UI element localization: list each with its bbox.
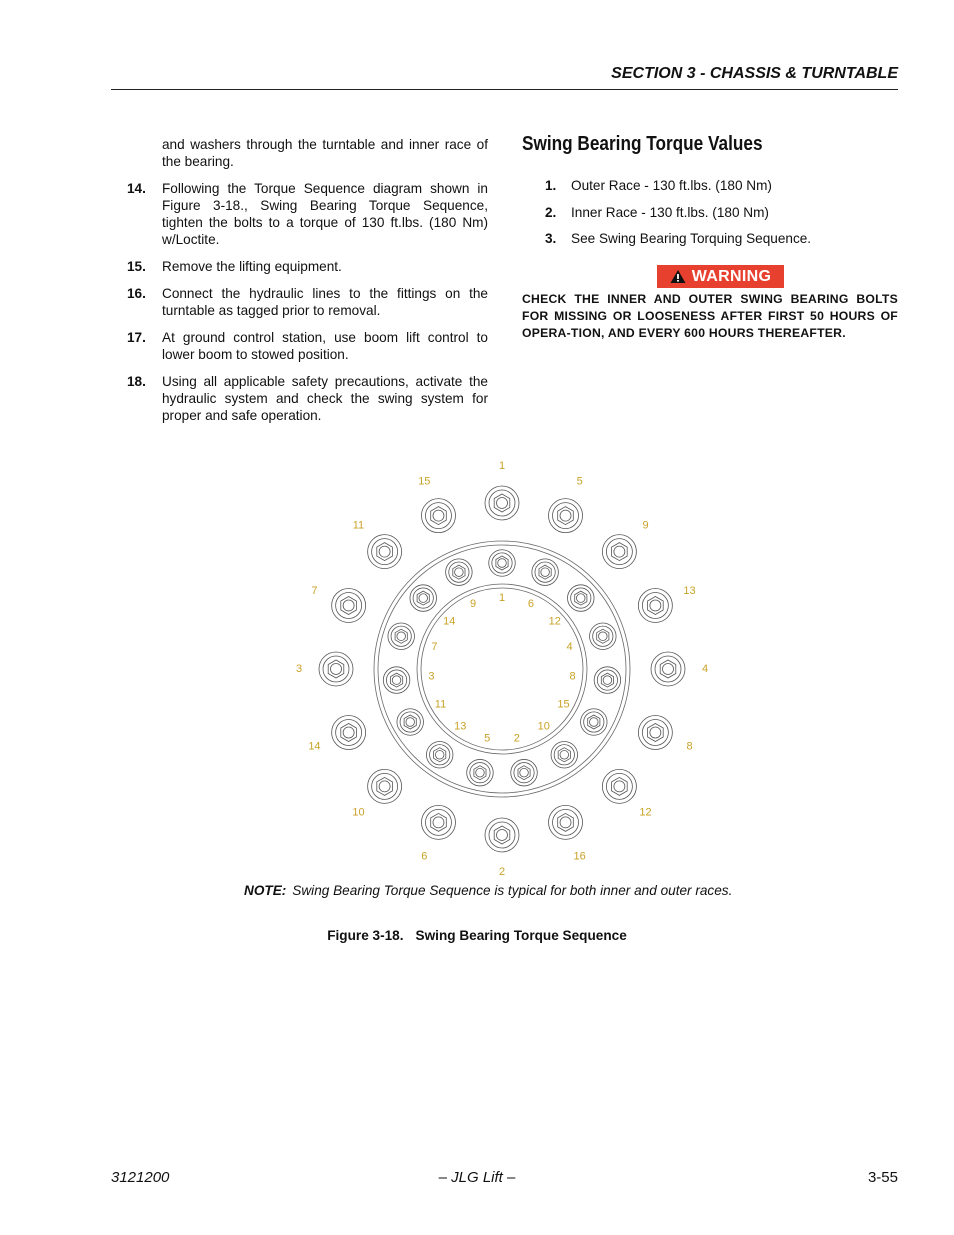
step-number: 14.: [127, 181, 146, 196]
item-number: 2.: [545, 204, 557, 220]
section-title: SECTION 3 - CHASSIS & TURNTABLE: [611, 65, 898, 82]
torque-item-1: [545, 177, 895, 194]
caption-number: Figure 3-18.: [327, 928, 404, 943]
outer-bolt: [421, 805, 455, 839]
inner-sequence-label: 14: [443, 615, 456, 628]
inner-bolt: [410, 585, 437, 612]
outer-bolt: [602, 769, 636, 803]
step-number: 18.: [127, 374, 146, 389]
note-text: Swing Bearing Torque Sequence is typical for both inner and outer races.: [292, 883, 733, 898]
outer-sequence-label: 5: [576, 475, 583, 488]
item-number: 1.: [545, 178, 557, 193]
outer-bolt: [485, 486, 519, 520]
doc-number: 3121200: [111, 1169, 170, 1186]
step-text: Connect the hydraulic lines to the fittings on the turntable as tagged prior to removal.: [162, 286, 488, 318]
inner-sequence-label: 5: [484, 732, 491, 745]
step-number: 17.: [127, 330, 146, 345]
outer-sequence-label: 6: [421, 850, 428, 863]
outer-sequence-label: 16: [573, 850, 586, 863]
inner-bolt: [551, 741, 578, 768]
header-rule: [111, 89, 898, 90]
inner-bolt: [383, 667, 410, 694]
outer-race-ring: [374, 541, 630, 797]
inner-race-ring: [417, 584, 587, 754]
outer-bolt: [485, 818, 519, 852]
inner-sequence-label: 7: [431, 640, 438, 653]
inner-bolt: [511, 759, 538, 786]
inner-sequence-label: 12: [548, 615, 561, 628]
torque-values-heading: Swing Bearing Torque Values: [522, 133, 763, 155]
inner-sequence-label: 1: [498, 591, 506, 604]
inner-sequence-label: 10: [537, 720, 550, 733]
step-17: [127, 329, 488, 363]
inner-sequence-label: 8: [569, 670, 576, 683]
note-label: NOTE:: [244, 883, 287, 898]
inner-bolt: [590, 623, 617, 650]
torque-item-3: [545, 230, 895, 247]
step-text: At ground control station, use boom lift control to lower boom to stowed position.: [162, 330, 488, 362]
inner-sequence-label: 15: [557, 698, 570, 711]
outer-bolt: [421, 499, 455, 533]
outer-sequence-label: 14: [308, 740, 321, 753]
torque-sequence-diagram: [290, 455, 730, 885]
outer-sequence-label: 2: [498, 865, 506, 878]
inner-bolt: [532, 559, 559, 586]
outer-bolt: [549, 499, 583, 533]
inner-sequence-label: 13: [454, 720, 467, 733]
outer-sequence-label: 3: [295, 662, 303, 675]
inner-sequence-label: 2: [513, 732, 520, 745]
inner-sequence-label: 4: [566, 640, 573, 653]
outer-sequence-label: 12: [639, 806, 652, 819]
step-text: Remove the lifting equipment.: [162, 259, 342, 274]
inner-bolt: [594, 667, 621, 694]
outer-sequence-label: 9: [642, 519, 649, 532]
inner-sequence-label: 11: [434, 698, 447, 711]
inner-bolt: [467, 759, 494, 786]
page-number: 3-55: [867, 1169, 898, 1186]
outer-bolt: [602, 535, 636, 569]
outer-bolt: [368, 535, 402, 569]
inner-bolt: [568, 585, 595, 612]
item-number: 3.: [545, 231, 557, 246]
left-column: [127, 136, 488, 434]
inner-bolt: [581, 709, 608, 736]
item-text: Outer Race - 130 ft.lbs. (180 Nm): [571, 178, 772, 193]
warning-label: WARNING: [691, 267, 772, 285]
step-text: Following the Torque Sequence diagram shown in Figure 3-18., Swing Bearing Torque Sequence, tighten the bolts to a torque of 130 ft.lbs. (180 Nm) w/Loctite.: [162, 181, 488, 247]
step-number: 16.: [127, 286, 146, 301]
inner-sequence-label: 6: [527, 598, 534, 611]
step-16: [127, 285, 488, 319]
outer-bolt: [319, 652, 353, 686]
warning-badge: [657, 265, 784, 288]
torque-item-2: [545, 204, 895, 221]
item-text: See Swing Bearing Torquing Sequence.: [571, 231, 812, 246]
outer-sequence-label: 15: [418, 475, 431, 488]
step-18: [127, 373, 488, 424]
inner-bolt: [489, 550, 516, 577]
item-text: Inner Race - 130 ft.lbs. (180 Nm): [571, 204, 769, 220]
outer-sequence-label: 8: [686, 740, 693, 753]
inner-sequence-label: 9: [470, 598, 477, 611]
inner-bolt: [397, 709, 424, 736]
outer-sequence-label: 1: [498, 459, 506, 472]
step-text: Using all applicable safety precautions, activate the hydraulic system and check the swing system for proper and safe operation.: [162, 374, 488, 423]
outer-bolt: [549, 805, 583, 839]
step-14: [127, 180, 488, 248]
inner-sequence-label: 3: [428, 670, 435, 683]
inner-bolt: [388, 623, 415, 650]
outer-sequence-label: 11: [352, 519, 365, 532]
outer-sequence-label: 13: [683, 585, 696, 598]
inner-race-ring-inner-edge: [421, 588, 583, 750]
outer-bolt: [368, 769, 402, 803]
step-15: [127, 258, 488, 275]
inner-bolt: [426, 741, 453, 768]
figure-note: [244, 883, 732, 898]
outer-bolt: [332, 588, 366, 622]
step-number: 15.: [127, 259, 146, 274]
inner-bolt: [446, 559, 473, 586]
outer-sequence-label: 7: [311, 585, 318, 598]
outer-race-ring-inner-edge: [378, 545, 626, 793]
outer-bolt: [332, 716, 366, 750]
footer-title: – JLG Lift –: [438, 1169, 516, 1186]
torque-values-list: [545, 177, 895, 257]
outer-bolt: [638, 716, 672, 750]
outer-bolt: [651, 652, 685, 686]
outer-sequence-label: 10: [352, 806, 365, 819]
figure-caption: [0, 928, 954, 943]
continued-paragraph: and washers through the turntable and inner race of the bearing.: [162, 137, 488, 169]
warning-triangle-icon: [670, 269, 686, 284]
caption-title: Swing Bearing Torque Sequence: [415, 928, 627, 943]
outer-sequence-label: 4: [701, 662, 709, 675]
outer-bolt: [638, 588, 672, 622]
warning-text: CHECK THE INNER AND OUTER SWING BEARING BOLTS FOR MISSING OR LOOSENESS AFTER FIRST 50 HOURS OF OPERA-TION, AND EVERY 600 HOURS THEREAFTER.: [522, 292, 898, 340]
